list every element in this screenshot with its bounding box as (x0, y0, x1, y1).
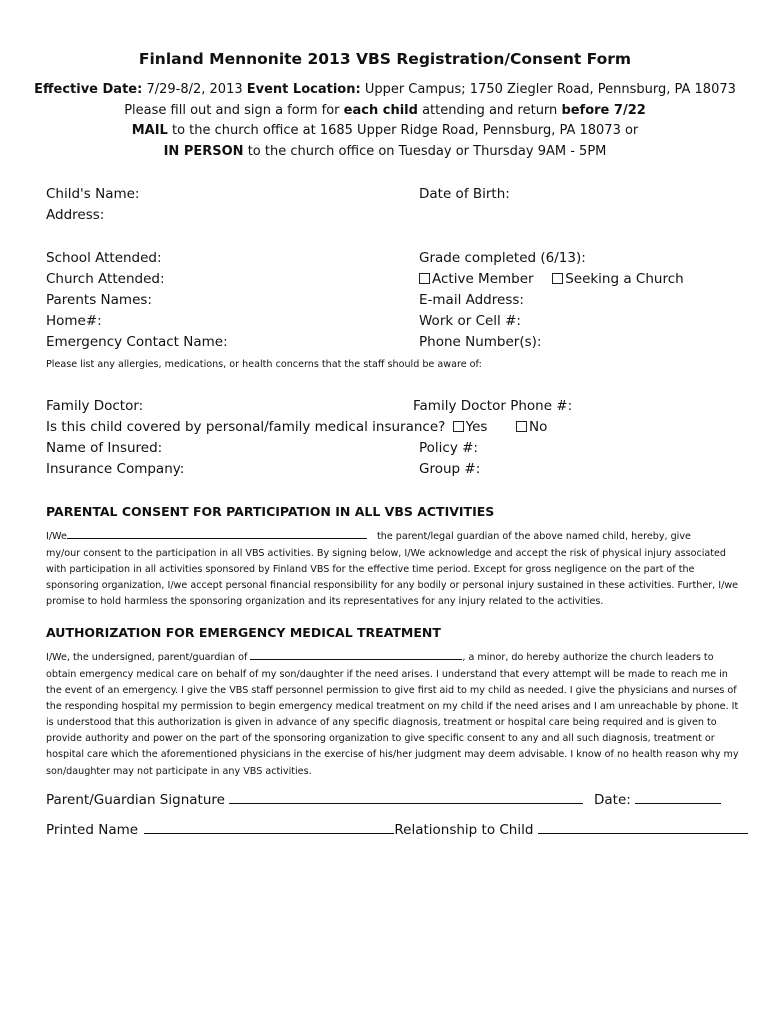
grade-completed-label[interactable]: Grade completed (6/13): (419, 250, 586, 266)
family-doctor-phone-label[interactable]: Family Doctor Phone #: (413, 398, 573, 414)
membership-options (419, 271, 684, 287)
consent-first-line (46, 531, 691, 542)
event-location-label: Event Location: (246, 82, 361, 97)
consent-first-line-text: the parent/legal guardian of the above named child, hereby, give (377, 531, 691, 542)
address-label[interactable]: Address: (46, 207, 105, 223)
active-member-checkbox[interactable] (419, 273, 430, 284)
in-person-text: to the church office on Tuesday or Thursday 9AM - 5PM (247, 144, 607, 159)
emergency-contact-label[interactable]: Emergency Contact Name: (46, 334, 228, 350)
parents-names-label[interactable]: Parents Names: (46, 292, 152, 308)
consent-body: my/our consent to the participation in all VBS activities. By signing below, I/We acknowledge and accept the risk of physical injury associated with participation in all activities sponsored by Finland VBS for the effective time period. Except for gross negligence on the part of the sponsoring organization, I/we accept personal financial responsibility for any bodily or personal injury sustained in these activities. Further, I/we promise to hold harmless the sponsoring organization and its representatives for any injury related to the activities. (46, 548, 739, 608)
allergies-note: Please list any allergies, medications, or health concerns that the staff should be aware of: (46, 359, 482, 370)
authorization-first-text: I/We, the undersigned, parent/guardian of (46, 652, 248, 663)
church-attended-label[interactable]: Church Attended: (46, 271, 165, 287)
authorization-heading: AUTHORIZATION FOR EMERGENCY MEDICAL TREATMENT (46, 625, 441, 640)
parent-signature-row (46, 792, 583, 808)
insurance-no-label: No (529, 419, 548, 435)
in-person-line (0, 144, 770, 159)
insurance-yes-checkbox[interactable] (453, 421, 464, 432)
effective-date-value: 7/29-8/2, 2013 (146, 82, 243, 97)
authorization-body: obtain emergency medical care on behalf of my son/daughter if the need arises. I understand that every attempt will be made to reach me in the event of an emergency. I give the VBS staff personnel permission to give first aid to my child as needed. I give the physicians and nurses of the responding hospital my permission to begin emergency medical treatment on my child if the need arises and I am unreachable by phone. It is understood that this authorization is given in advance of any specific diagnosis, treatment or hospital care being required and is given to provide authority and power on the part of the sponsoring organization to give specific consent to any and all such diagnosis, treatment or hospital care which the aforementioned physicians in the exercise of his/her judgment may deem advisable. I know of no health reason why my son/daughter may not participate in any VBS activities. (46, 669, 739, 777)
instruction-each-child: each child (343, 103, 418, 118)
in-person-label: IN PERSON (163, 144, 244, 159)
email-address-label[interactable]: E-mail Address: (419, 292, 524, 308)
relationship-line[interactable] (538, 833, 748, 834)
mail-text: to the church office at 1685 Upper Ridge Road, Pennsburg, PA 18073 or (171, 123, 639, 138)
effective-date-label: Effective Date: (34, 82, 143, 97)
event-location-value: Upper Campus; 1750 Ziegler Road, Pennsburg, PA 18073 (364, 82, 736, 97)
mail-line (0, 123, 770, 138)
date-of-birth-label[interactable]: Date of Birth: (419, 186, 510, 202)
printed-name-row (46, 822, 748, 838)
school-attended-label[interactable]: School Attended: (46, 250, 162, 266)
family-doctor-label[interactable]: Family Doctor: (46, 398, 144, 414)
insurance-question: Is this child covered by personal/family medical insurance? (46, 419, 446, 435)
effective-date-line (0, 82, 770, 97)
insurance-no-checkbox[interactable] (516, 421, 527, 432)
instruction-deadline: before 7/22 (561, 103, 646, 118)
date-row (594, 792, 721, 808)
phone-numbers-label[interactable]: Phone Number(s): (419, 334, 542, 350)
printed-name-line[interactable] (144, 833, 394, 834)
instruction-line (0, 103, 770, 118)
insurance-question-line (46, 419, 547, 435)
parent-signature-line[interactable] (229, 803, 583, 804)
printed-name-label: Printed Name (46, 822, 139, 838)
authorization-first-line (46, 652, 714, 663)
relationship-label: Relationship to Child (394, 822, 534, 838)
consent-iwe: I/We (46, 531, 67, 542)
work-cell-label[interactable]: Work or Cell #: (419, 313, 521, 329)
name-of-insured-label[interactable]: Name of Insured: (46, 440, 163, 456)
insurance-company-label[interactable]: Insurance Company: (46, 461, 185, 477)
consent-heading: PARENTAL CONSENT FOR PARTICIPATION IN ALL VBS ACTIVITIES (46, 504, 495, 519)
home-phone-label[interactable]: Home#: (46, 313, 102, 329)
seeking-church-label: Seeking a Church (565, 271, 684, 287)
signature-date-label: Date: (594, 792, 631, 808)
group-number-label[interactable]: Group #: (419, 461, 481, 477)
consent-name-line[interactable] (67, 538, 367, 539)
insurance-yes-label: Yes (465, 419, 488, 435)
active-member-label: Active Member (432, 271, 534, 287)
mail-label: MAIL (131, 123, 168, 138)
seeking-church-checkbox[interactable] (552, 273, 563, 284)
form-title: Finland Mennonite 2013 VBS Registration/Consent Form (138, 50, 632, 68)
signature-date-line[interactable] (635, 803, 721, 804)
instruction-text-mid: attending and return (422, 103, 558, 118)
instruction-text: Please fill out and sign a form for (124, 103, 340, 118)
minor-name-line[interactable] (250, 659, 462, 660)
authorization-first-text-end: , a minor, do hereby authorize the church leaders to (462, 652, 714, 663)
policy-number-label[interactable]: Policy #: (419, 440, 478, 456)
parent-signature-label: Parent/Guardian Signature (46, 792, 225, 808)
childs-name-label[interactable]: Child's Name: (46, 186, 140, 202)
